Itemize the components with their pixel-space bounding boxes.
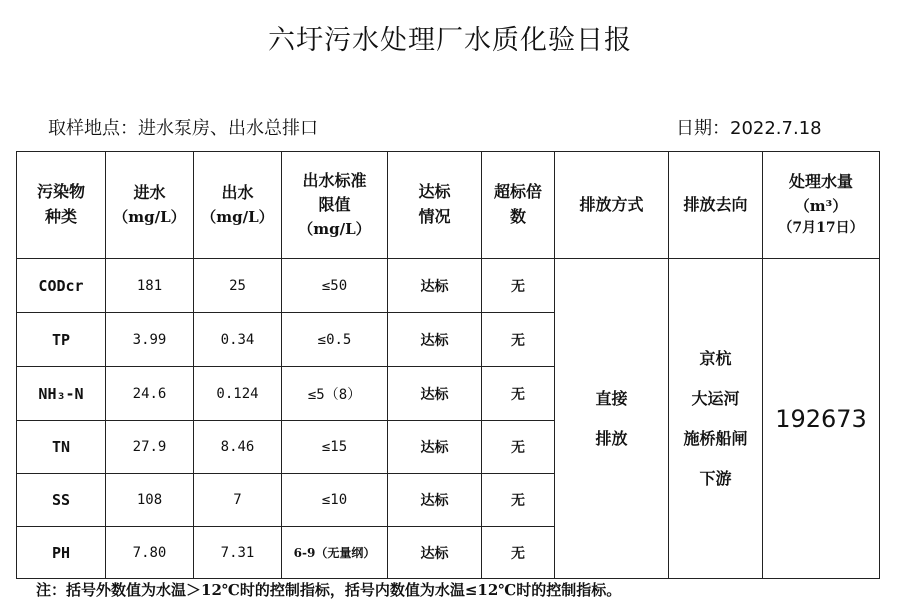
outflow-value: 0.124	[194, 367, 282, 421]
header-volume: 处理水量 （m³） （7月17日）	[763, 152, 880, 259]
status-value: 达标	[388, 527, 482, 579]
exceed-value: 无	[482, 259, 555, 313]
limit-value: ≤15	[282, 421, 388, 474]
pollutant-name: TN	[17, 421, 106, 474]
inflow-value: 181	[106, 259, 194, 313]
limit-value: ≤10	[282, 474, 388, 527]
status-value: 达标	[388, 313, 482, 367]
table-row	[17, 259, 880, 313]
pollutant-name: NH₃-N	[17, 367, 106, 421]
pollutant-name: CODcr	[17, 259, 106, 313]
inflow-value: 108	[106, 474, 194, 527]
header-inflow: 进水 （mg/L）	[106, 152, 194, 259]
inflow-value: 27.9	[106, 421, 194, 474]
outflow-value: 8.46	[194, 421, 282, 474]
limit-value: ≤5（8）	[282, 367, 388, 421]
inflow-value: 3.99	[106, 313, 194, 367]
inflow-value: 24.6	[106, 367, 194, 421]
exceed-value: 无	[482, 313, 555, 367]
exceed-value: 无	[482, 474, 555, 527]
limit-value: ≤50	[282, 259, 388, 313]
status-value: 达标	[388, 367, 482, 421]
header-pollutant: 污染物 种类	[17, 152, 106, 259]
outflow-value: 25	[194, 259, 282, 313]
header-outflow: 出水 （mg/L）	[194, 152, 282, 259]
exceed-value: 无	[482, 367, 555, 421]
status-value: 达标	[388, 474, 482, 527]
outflow-value: 7	[194, 474, 282, 527]
pollutant-name: SS	[17, 474, 106, 527]
discharge-destination: 京杭 大运河 施桥船闸 下游	[669, 259, 763, 579]
report-title: 六圩污水处理厂水质化验日报	[268, 25, 632, 56]
pollutant-name: TP	[17, 313, 106, 367]
limit-value: ≤0.5	[282, 313, 388, 367]
sampling-location: 取样地点：进水泵房、出水总排口	[48, 118, 318, 139]
water-quality-table	[16, 151, 880, 579]
outflow-value: 7.31	[194, 527, 282, 579]
header-standard: 出水标准 限值 （mg/L）	[282, 152, 388, 259]
exceed-value: 无	[482, 527, 555, 579]
status-value: 达标	[388, 259, 482, 313]
header-discharge-method: 排放方式	[555, 152, 669, 259]
inflow-value: 7.80	[106, 527, 194, 579]
header-compliance: 达标 情况	[388, 152, 482, 259]
exceed-value: 无	[482, 421, 555, 474]
status-value: 达标	[388, 421, 482, 474]
header-exceed: 超标倍 数	[482, 152, 555, 259]
outflow-value: 0.34	[194, 313, 282, 367]
report-date: 日期：2022.7.18	[676, 118, 822, 139]
treated-volume: 192673	[763, 259, 880, 579]
header-discharge-dest: 排放去向	[669, 152, 763, 259]
pollutant-name: PH	[17, 527, 106, 579]
header-row	[17, 152, 880, 259]
limit-value: 6-9（无量纲）	[282, 527, 388, 579]
discharge-method: 直接 排放	[555, 259, 669, 579]
footnote: 注：括号外数值为水温＞12℃时的控制指标，括号内数值为水温≤12℃时的控制指标。	[36, 581, 622, 599]
